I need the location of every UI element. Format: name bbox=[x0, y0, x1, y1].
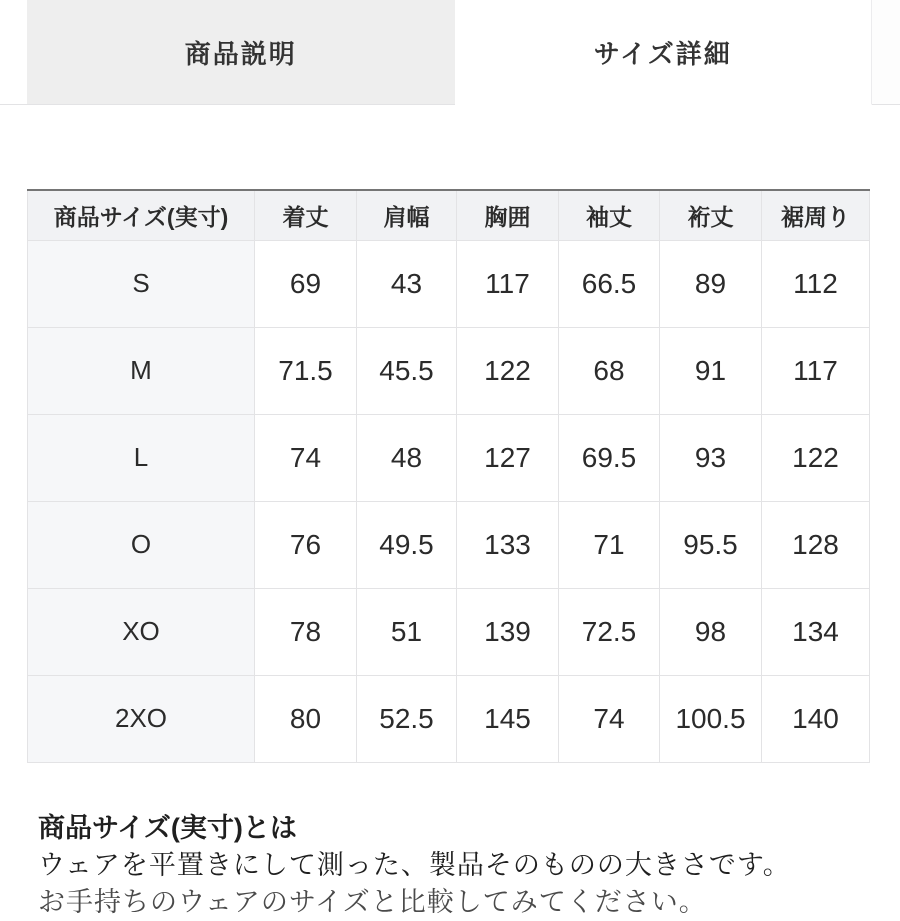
size-table-row bbox=[28, 414, 870, 501]
measurement-value: 134 bbox=[762, 588, 870, 675]
measurement-value: 52.5 bbox=[357, 675, 457, 762]
measurement-value: 78 bbox=[255, 588, 357, 675]
measurement-value: 145 bbox=[457, 675, 559, 762]
tab-product-description[interactable]: 商品説明 bbox=[27, 0, 455, 105]
measurement-value: 112 bbox=[762, 240, 870, 327]
size-label: 2XO bbox=[28, 675, 255, 762]
measurement-value: 72.5 bbox=[559, 588, 660, 675]
size-label: L bbox=[28, 414, 255, 501]
measurement-value: 48 bbox=[357, 414, 457, 501]
measurement-value: 93 bbox=[660, 414, 762, 501]
measurement-value: 80 bbox=[255, 675, 357, 762]
measurement-value: 71 bbox=[559, 501, 660, 588]
size-label: O bbox=[28, 501, 255, 588]
measurement-value: 117 bbox=[457, 240, 559, 327]
size-table-row bbox=[28, 588, 870, 675]
measurement-value: 69 bbox=[255, 240, 357, 327]
size-note-body-cutoff: お手持ちのウェアのサイズと比較してみてください。 bbox=[38, 887, 707, 917]
measurement-value: 122 bbox=[457, 327, 559, 414]
size-label: M bbox=[28, 327, 255, 414]
measurement-value: 51 bbox=[357, 588, 457, 675]
measurement-value: 140 bbox=[762, 675, 870, 762]
size-table-container bbox=[27, 189, 869, 763]
measurement-value: 89 bbox=[660, 240, 762, 327]
measurement-value: 122 bbox=[762, 414, 870, 501]
size-table-header-row bbox=[28, 190, 870, 240]
column-header: 袖丈 bbox=[559, 190, 660, 240]
measurement-value: 139 bbox=[457, 588, 559, 675]
measurement-value: 69.5 bbox=[559, 414, 660, 501]
column-header: 着丈 bbox=[255, 190, 357, 240]
size-note-heading: 商品サイズ(実寸)とは bbox=[38, 813, 297, 843]
size-table-row bbox=[28, 327, 870, 414]
size-note-body: ウェアを平置きにして測った、製品そのものの大きさです。 bbox=[38, 850, 791, 880]
size-table-row bbox=[28, 240, 870, 327]
measurement-value: 95.5 bbox=[660, 501, 762, 588]
size-table-row bbox=[28, 501, 870, 588]
measurement-value: 133 bbox=[457, 501, 559, 588]
measurement-value: 68 bbox=[559, 327, 660, 414]
size-note bbox=[38, 810, 868, 921]
size-table-row bbox=[28, 675, 870, 762]
measurement-value: 127 bbox=[457, 414, 559, 501]
size-table bbox=[27, 189, 870, 763]
tab-bar-right-gutter bbox=[872, 0, 900, 105]
measurement-value: 43 bbox=[357, 240, 457, 327]
measurement-value: 76 bbox=[255, 501, 357, 588]
column-header: 胸囲 bbox=[457, 190, 559, 240]
column-header: 肩幅 bbox=[357, 190, 457, 240]
size-label: S bbox=[28, 240, 255, 327]
tab-size-details[interactable]: サイズ詳細 bbox=[455, 0, 873, 105]
measurement-value: 74 bbox=[559, 675, 660, 762]
column-header-size: 商品サイズ(実寸) bbox=[28, 190, 255, 240]
column-header: 裾周り bbox=[762, 190, 870, 240]
measurement-value: 66.5 bbox=[559, 240, 660, 327]
measurement-value: 45.5 bbox=[357, 327, 457, 414]
size-label: XO bbox=[28, 588, 255, 675]
measurement-value: 71.5 bbox=[255, 327, 357, 414]
column-header: 裄丈 bbox=[660, 190, 762, 240]
measurement-value: 49.5 bbox=[357, 501, 457, 588]
measurement-value: 98 bbox=[660, 588, 762, 675]
measurement-value: 100.5 bbox=[660, 675, 762, 762]
measurement-value: 74 bbox=[255, 414, 357, 501]
tab-bar-left-gutter bbox=[0, 0, 27, 105]
tab-bar bbox=[0, 0, 900, 105]
measurement-value: 91 bbox=[660, 327, 762, 414]
measurement-value: 128 bbox=[762, 501, 870, 588]
measurement-value: 117 bbox=[762, 327, 870, 414]
